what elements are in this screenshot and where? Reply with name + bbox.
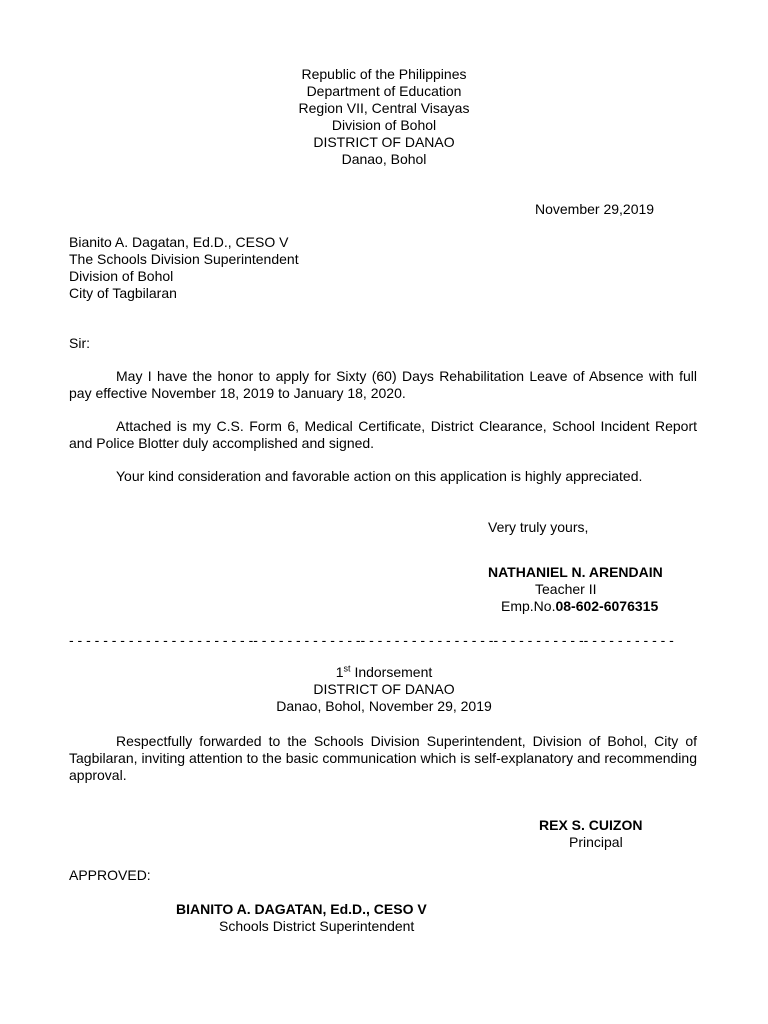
- letterhead: [184, 66, 584, 168]
- indorsement-text: Respectfully forwarded to the Schools Division Superintendent, Division of Bohol, City of Tagbilaran, inviting attention to the basic communication which is self-explanatory and recommending approval.: [69, 733, 697, 783]
- recipient-block: [69, 234, 299, 302]
- indorsement-ordinal: 1: [335, 664, 344, 680]
- sender-position: Teacher II: [535, 581, 597, 597]
- approver-title: Schools District Superintendent: [219, 918, 415, 934]
- recipient-division: Division of Bohol: [69, 268, 174, 284]
- body-paragraph-3: Your kind consideration and favorable action on this application is highly appreciated.: [116, 468, 643, 484]
- indorsement-place-date: Danao, Bohol, November 29, 2019: [276, 698, 492, 714]
- indorsement-heading: [184, 664, 584, 715]
- recipient-city: City of Tagbilaran: [69, 285, 177, 301]
- separator-line: - - - - - - - - - - - - - - - - - - - - - -- - - - - - - - - - - - -- - - - - - - - - - - - - - - -- - - - - - - - - - -- - - - - - - - - - -: [69, 632, 674, 648]
- sender-emp-no: [501, 598, 658, 615]
- indorsement-title: Indorsement: [354, 664, 433, 680]
- indorsement-ordinal-suffix: st: [343, 663, 351, 674]
- letterhead-district: DISTRICT OF DANAO: [313, 134, 455, 150]
- approved-label: APPROVED:: [69, 867, 151, 883]
- principal-title: Principal: [569, 834, 623, 850]
- emp-number: 08-602-6076315: [555, 598, 659, 614]
- indorsement-title-line: [184, 664, 584, 681]
- recipient-name: Bianito A. Dagatan, Ed.D., CESO V: [69, 234, 289, 250]
- letterhead-department: Department of Education: [306, 83, 462, 99]
- letterhead-division: Division of Bohol: [331, 117, 437, 133]
- letterhead-region: Region VII, Central Visayas: [298, 100, 470, 116]
- approver-name: BIANITO A. DAGATAN, Ed.D., CESO V: [176, 901, 427, 917]
- indorsement-district: DISTRICT OF DANAO: [313, 681, 455, 697]
- emp-label: Emp.No.: [501, 598, 556, 614]
- sender-name: NATHANIEL N. ARENDAIN: [488, 564, 663, 580]
- closing: Very truly yours,: [488, 519, 589, 535]
- body-paragraph-1: May I have the honor to apply for Sixty (60) Days Rehabilitation Leave of Absence with full pay effective November 18, 2019 to January 18, 2020.: [69, 368, 697, 401]
- salutation: Sir:: [69, 335, 90, 351]
- recipient-title: The Schools Division Superintendent: [69, 251, 299, 267]
- letter-date: November 29,2019: [535, 201, 655, 217]
- principal-name: REX S. CUIZON: [539, 817, 643, 833]
- letterhead-republic: Republic of the Philippines: [301, 66, 467, 82]
- body-paragraph-2: Attached is my C.S. Form 6, Medical Certificate, District Clearance, School Incident Report and Police Blotter duly accomplished and signed.: [69, 418, 697, 451]
- letterhead-location: Danao, Bohol: [341, 151, 427, 167]
